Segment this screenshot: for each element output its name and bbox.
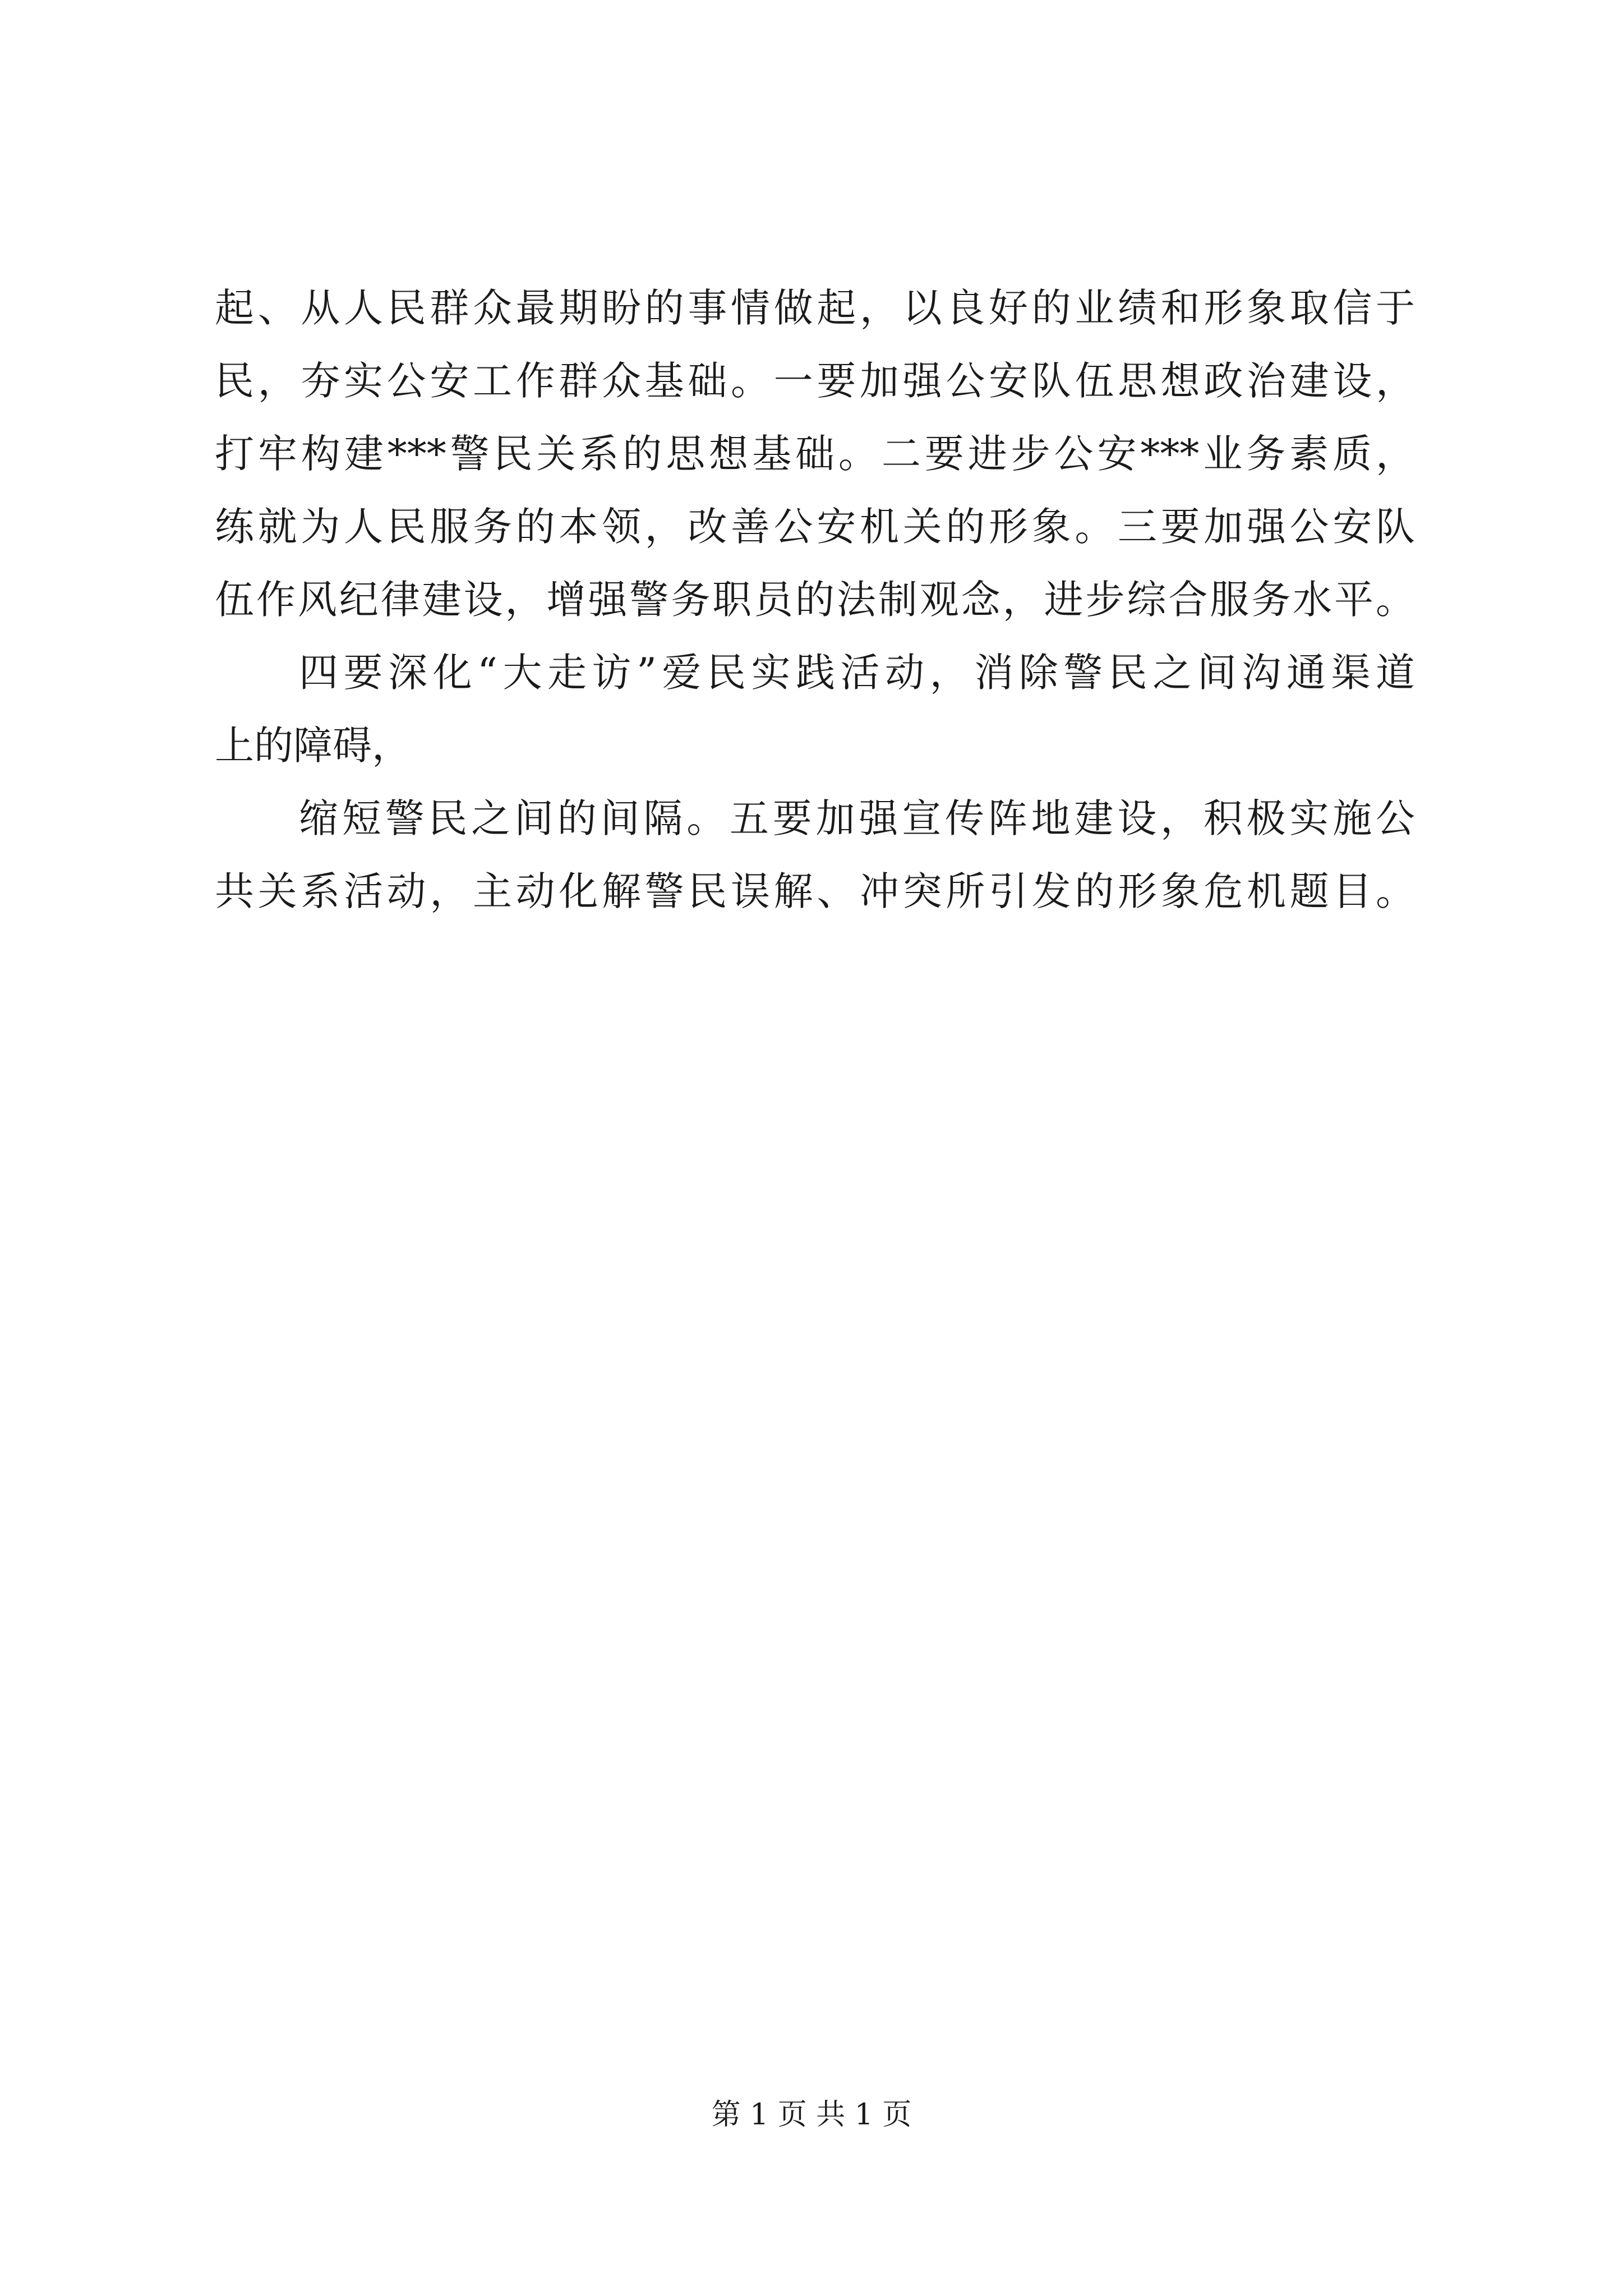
text-line: 打牢构建***警民关系的思想基础。二要进步公安***业务素质， [215, 431, 1415, 477]
text-line: 起、从人民群众最期盼的事情做起，以良好的业绩和形象取信于 [215, 285, 1415, 331]
text-line: 民，夯实公安工作群众基础。一要加强公安队伍思想政治建设， [215, 358, 1415, 404]
text-line: 缩短警民之间的间隔。五要加强宣传阵地建设，积极实施公 [299, 795, 1415, 841]
page-footer: 第 1 页 共 1 页 [711, 2098, 912, 2132]
text-line: 四要深化“大走访”爱民实践活动，消除警民之间沟通渠道 [299, 650, 1415, 696]
document-body [215, 272, 1415, 928]
text-line: 共关系活动，主动化解警民误解、冲突所引发的形象危机题目。 [215, 868, 1415, 914]
text-line: 伍作风纪律建设，增强警务职员的法制观念，进步综合服务水平。 [215, 577, 1415, 623]
text-line: 练就为人民服务的本领，改善公安机关的形象。三要加强公安队 [215, 504, 1415, 550]
text-line: 上的障碍， [215, 723, 411, 769]
